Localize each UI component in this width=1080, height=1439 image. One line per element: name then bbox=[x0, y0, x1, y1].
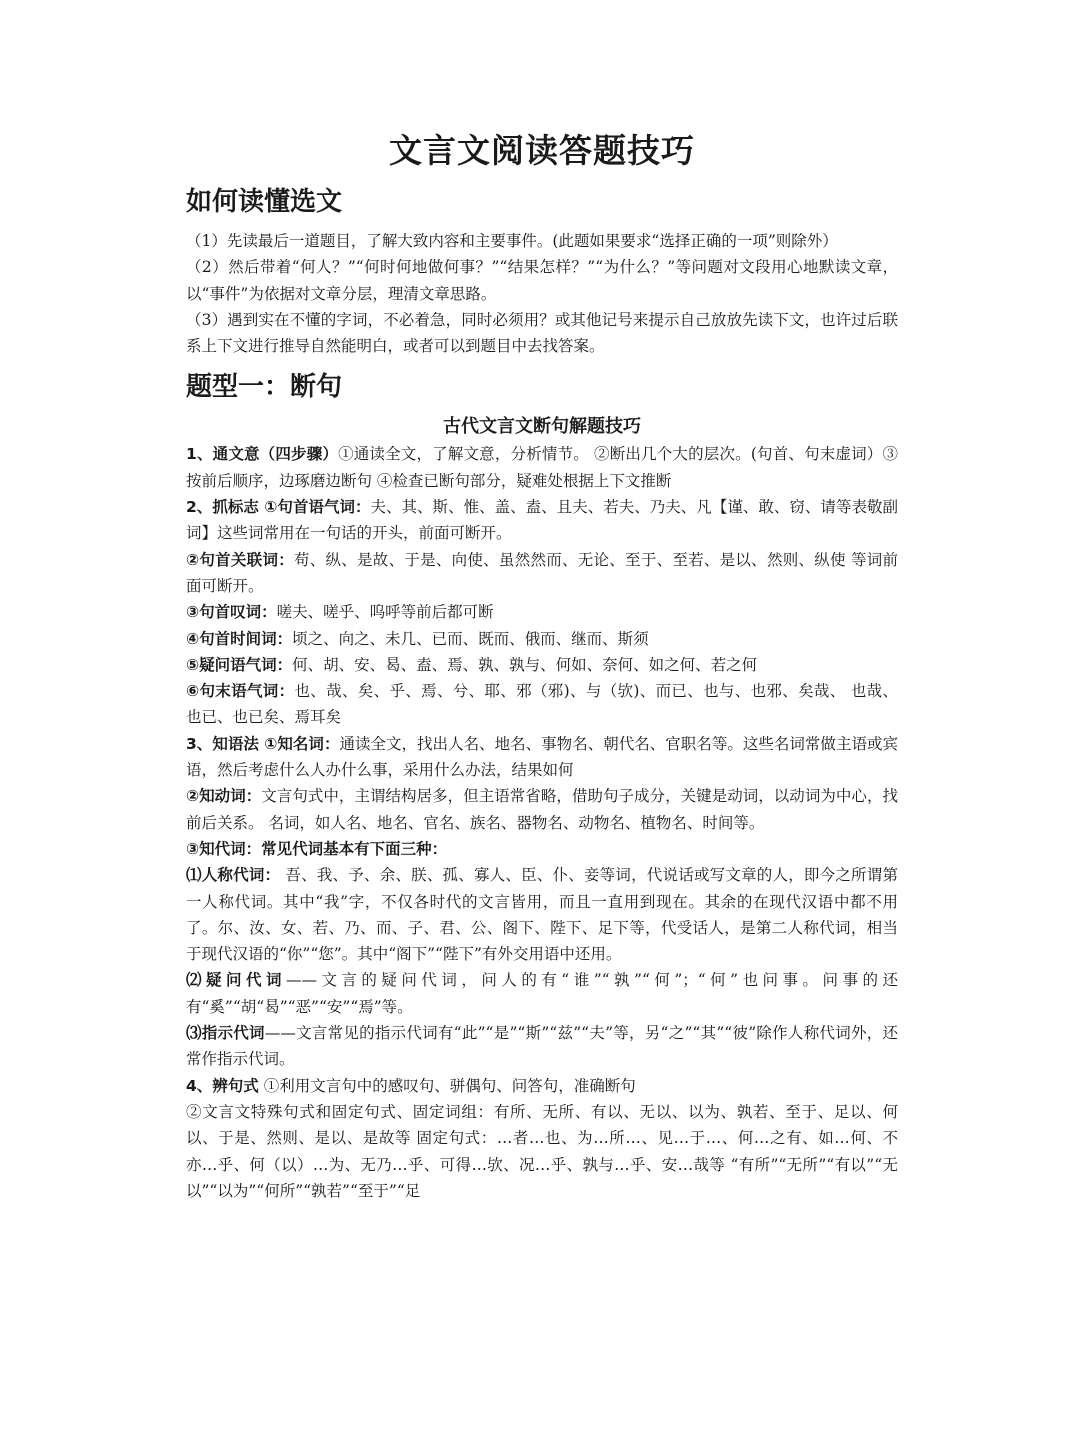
tip-text: 吾、我、予、余、朕、孤、寡人、臣、仆、妾等词，代说话或写文章的人，即今之所谓第一人称代词。其中“我”字，不仅各时代的文言皆用，而且一直用到现在。其余的在现代汉语中都不用了。尔、汝、女、若、乃、而、子、君、公、阁下、陛下、足下等，代受话人，是第二人称代词，相当于现代汉语的“你”“您”。其中“阁下”“陛下”有外交用语中还用。 bbox=[186, 866, 898, 964]
tip-text: ①利用文言句中的感叹句、骈偶句、问答句，准确断句 bbox=[258, 1076, 636, 1095]
tip-label: ⑵疑问代词 bbox=[186, 971, 286, 990]
tip-text: 也、哉、矣、乎、焉、兮、耶、邪（邪)、与（欤)、而已、也与、也邪、矣哉、 也哉、也已、也已矣、焉耳矣 bbox=[186, 682, 899, 727]
tip-text: 嗟夫、嗟乎、呜呼等前后都可断 bbox=[276, 603, 494, 622]
tip-label: 3、知语法 ①知名词： bbox=[186, 734, 340, 753]
tip-label: ④句首时间词： bbox=[186, 629, 293, 648]
tip-text: 通读全文，找出人名、地名、事物名、朝代名、官职名等。这些名词常做主语或宾语，然后考虑什么人办什么事，采用什么办法，结果如何 bbox=[186, 734, 898, 780]
tip-label: 2、抓标志 ①句首语气词： bbox=[186, 498, 371, 517]
tip-text: 夫、其、斯、惟、盖、盍、且夫、若夫、乃夫、凡【谨、敢、窃、请等表敬副词】这些词常用在一句话的开头，前面可断开。 bbox=[186, 498, 898, 543]
tip-text: 顷之、向之、未几、已而、既而、俄而、继而、斯须 bbox=[292, 629, 649, 648]
tip-label: 4、辨句式 bbox=[186, 1076, 259, 1095]
tip-item bbox=[186, 1099, 898, 1204]
tip-text: 何、胡、安、曷、盍、焉、孰、孰与、何如、奈何、如之何、若之何 bbox=[292, 655, 758, 674]
section-heading-reading: 如何读懂选文 bbox=[186, 187, 343, 217]
tip-label: ⑤疑问语气词： bbox=[186, 655, 293, 674]
tip-item bbox=[186, 731, 898, 784]
section-heading-punctuation: 题型一：断句 bbox=[186, 372, 343, 403]
tip-item bbox=[186, 1073, 898, 1099]
tip-text: ①通读全文，了解文意，分析情节。 ②断出几个大的层次。(句首、句末虚词）③按前后顺序，边琢磨边断句 ④检查已断句部分，疑难处根据上下文推断 bbox=[186, 445, 898, 490]
tip-label: ③知代词：常见代词基本有下面三种： bbox=[186, 839, 448, 858]
tip-item bbox=[186, 783, 898, 836]
tip-text: ②文言文特殊句式和固定句式、固定词组：有所、无所、有以、无以、以为、孰若、至于、足以、何以、于是、然则、是以、是故等 固定句式：…者…也、为…所…、见…于…、何…之有、如…何、不亦…乎、何（以）…为、无乃…乎、可得…欤、况…乎、孰与…乎、安…哉等 “有所”“无所”“有以”“无以”“以为”“何所”“孰若”“至于”“足 bbox=[186, 1102, 898, 1200]
tip-text: ——文言的疑问代词，问人的有“谁”“孰”“何”；“何”也问事。问事的还有“奚”“胡“曷”“恶”“安”“焉”等。 bbox=[186, 971, 898, 1016]
section-subtitle: 古代文言文断句解题技巧 bbox=[443, 416, 641, 438]
tip-item bbox=[186, 967, 898, 1020]
document-title: 文言文阅读答题技巧 bbox=[389, 131, 695, 170]
tip-item bbox=[186, 547, 898, 600]
document-page bbox=[186, 128, 898, 1204]
tip-item bbox=[186, 678, 898, 731]
tip-label: ⑶指示代词 bbox=[186, 1024, 265, 1043]
reading-paragraph-2: （2）然后带着“何人？”“何时何地做何事？”“结果怎样？”“为什么？”等问题对文段用心地默读文章，以“事件”为依据对文章分层，理清文章思路。 bbox=[186, 258, 898, 303]
tip-item bbox=[186, 599, 898, 625]
tip-label: ②句首关联词： bbox=[186, 550, 294, 569]
tip-item bbox=[186, 626, 898, 652]
tip-item bbox=[186, 652, 898, 678]
reading-paragraph-3: （3）遇到实在不懂的字词，不必着急，同时必须用？或其他记号来提示自己放放先读下文，也许过后联系上下文进行推导自然能明白，或者可以到题目中去找答案。 bbox=[186, 310, 898, 356]
tip-item bbox=[186, 1020, 898, 1073]
tip-label: ⑥句末语气词： bbox=[186, 682, 295, 701]
tip-text: 苟、纵、是故、于是、向使、虽然然而、无论、至于、至若、是以、然则、纵使 等词前面可断开。 bbox=[186, 550, 898, 595]
tip-text: ——文言常见的指示代词有“此”“是”“斯”“兹”“夫”等，另“之”“其”“彼”除作人称代词外，还常作指示代词。 bbox=[186, 1024, 898, 1069]
tip-label: ③句首叹词： bbox=[186, 603, 277, 622]
tip-label: ⑴人称代词： bbox=[186, 866, 281, 885]
tip-text: 文言句式中，主谓结构居多，但主语常省略，借助句子成分，关键是动词，以动词为中心，找前后关系。 名词，如人名、地名、官名、族名、器物名、动物名、植物名、时间等。 bbox=[186, 787, 898, 832]
reading-paragraph-1: （1）先读最后一道题目，了解大致内容和主要事件。(此题如果要求“选择正确的一项”则除外） bbox=[186, 232, 838, 250]
tip-label: ②知动词： bbox=[186, 787, 262, 806]
tip-item bbox=[186, 862, 898, 967]
tip-item bbox=[186, 836, 898, 862]
tip-item bbox=[186, 494, 898, 547]
tip-label: 1、通文意（四步骤） bbox=[186, 445, 339, 464]
tip-item bbox=[186, 441, 898, 494]
